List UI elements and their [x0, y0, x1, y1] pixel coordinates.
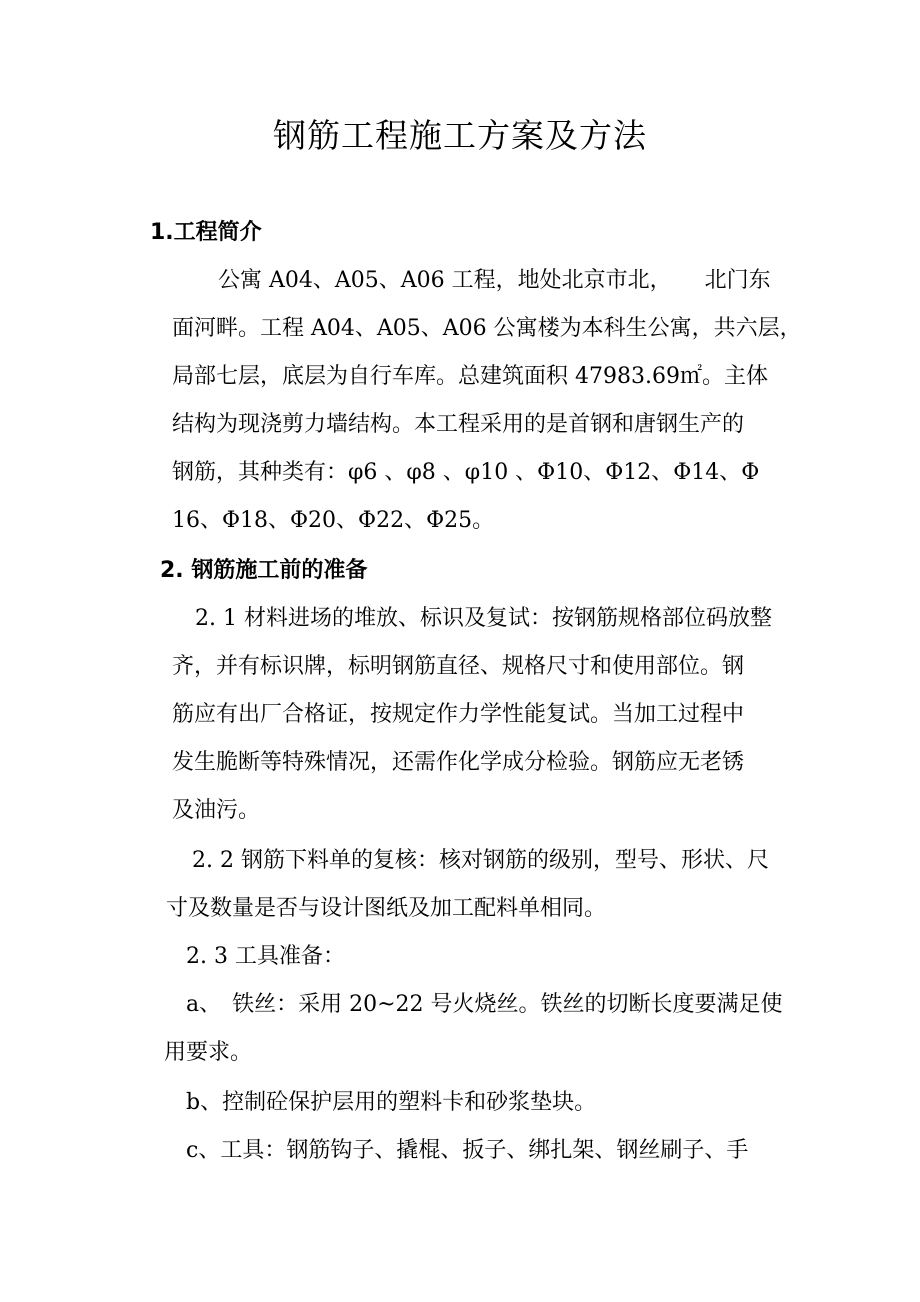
paragraph-2-1-line-5: 及油污。 [172, 798, 261, 823]
section-1-line-4: 结构为现浇剪力墙结构。本工程采用的是首钢和唐钢生产的 [172, 412, 745, 437]
item-b: b、控制砼保护层用的塑料卡和砂浆垫块。 [186, 1090, 597, 1115]
paragraph-2-1-line-1: 2. 1 材料进场的堆放、标识及复试：按钢筋规格部位码放整 [195, 606, 772, 631]
document-title: 钢筋工程施工方案及方法 [273, 116, 647, 155]
section-1-heading: 1.工程简介 [150, 220, 262, 245]
section-1-line-5: 钢筋，其种类有：φ6 、φ8 、φ10 、Φ10、Φ12、Φ14、Φ [172, 460, 760, 485]
paragraph-2-1-line-2: 齐，并有标识牌，标明钢筋直径、规格尺寸和使用部位。钢 [172, 654, 745, 679]
section-1-line-3: 局部七层，底层为自行车库。总建筑面积 47983.69㎡。主体 [172, 364, 768, 389]
paragraph-2-2-line-2: 寸及数量是否与设计图纸及加工配料单相同。 [166, 896, 607, 921]
paragraph-2-1-line-3: 筋应有出厂合格证，按规定作力学性能复试。当加工过程中 [172, 702, 745, 727]
paragraph-2-3: 2. 3 工具准备： [186, 944, 345, 969]
item-a-line-2: 用要求。 [164, 1040, 253, 1065]
paragraph-2-2-line-1: 2. 2 钢筋下料单的复核：核对钢筋的级别，型号、形状、尺 [192, 848, 769, 873]
item-a-line-1: a、 铁丝：采用 20~22 号火烧丝。铁丝的切断长度要满足使 [186, 992, 783, 1017]
item-c: c、工具：钢筋钩子、撬棍、扳子、绑扎架、钢丝刷子、手 [186, 1138, 749, 1163]
paragraph-2-1-line-4: 发生脆断等特殊情况，还需作化学成分检验。钢筋应无老锈 [172, 750, 745, 775]
section-1-line-6: 16、Φ18、Φ20、Φ22、Φ25。 [172, 508, 495, 533]
section-1-line-1: 公寓 A04、A05、A06 工程，地处北京市北， 北门东 [218, 268, 771, 293]
section-2-heading: 2. 钢筋施工前的准备 [160, 558, 368, 583]
section-1-line-2: 面河畔。工程 A04、A05、A06 公寓楼为本科生公寓，共六层， [172, 316, 802, 341]
